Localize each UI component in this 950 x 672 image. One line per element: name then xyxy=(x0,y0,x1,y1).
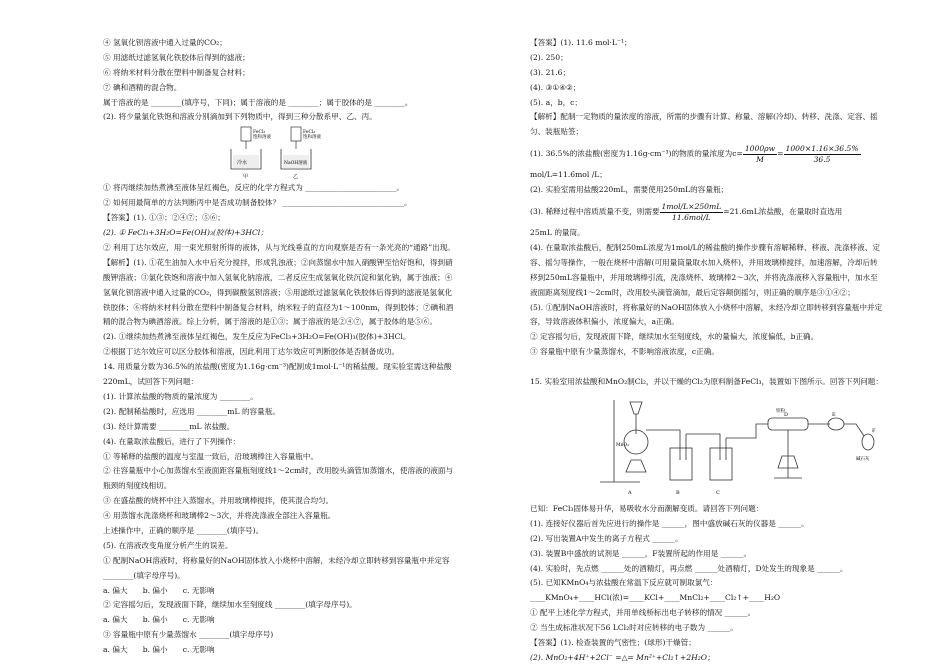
text-line: (2). 250； xyxy=(530,52,568,62)
text-line: (4). 实验时，先点燃 ______处的酒精灯，再点燃 ______处酒精灯，D处发生的现象是 ______。 xyxy=(530,563,848,573)
text-line: ① 配平上述化学方程式，并用单线桥标出电子转移的情况 ______。 xyxy=(530,608,756,618)
fraction-denominator: M xyxy=(756,154,764,164)
label-c: C xyxy=(716,489,720,496)
answer-line: 【答案】(1). 11.6 mol·L⁻¹； xyxy=(530,38,632,47)
beaker-jia-sub: 饱和溶液 xyxy=(253,135,271,141)
beaker-yi-body: NaOH溶液 xyxy=(284,161,308,167)
text-line: (2). 写出装置A中发生的离子方程式 ______。 xyxy=(530,533,683,543)
text-line: ② 定容摇匀后，发现液面下降，继续加水至刻度线 ________(填字母序号)。 xyxy=(103,600,357,610)
beaker-yi xyxy=(281,127,321,180)
text-line: 属于溶液的是 ________(填序号，下同)；属于溶液的是 ________；属于胶体的是 ________。 xyxy=(103,97,413,107)
text-line: ③ 容量瓶中原有少量蒸馏水，不影响溶液浓度，c正确。 xyxy=(530,347,719,357)
fraction-denominator: 11.6mol/L xyxy=(672,212,711,222)
text-line: (2). 配制稀盐酸时，应选用 ________mL 的容量瓶。 xyxy=(103,406,280,416)
text-line: (5). a，b，c； xyxy=(530,97,583,107)
beaker-jia xyxy=(231,127,271,180)
options-line: a. 偏大 b. 偏小 c. 无影响 xyxy=(103,615,215,625)
label-lime: 碱石灰 xyxy=(856,456,870,462)
equation-line: (2). ① FeCl₃+3H₂O=Fe(OH)₃(胶体)+3HCl； xyxy=(103,228,268,238)
label-f: F xyxy=(872,427,876,434)
apparatus-figure xyxy=(530,390,885,502)
text-line: ⑦ 碘和酒精的混合物。 xyxy=(103,82,182,92)
text-line: (4). 在量取浓盐酸后，进行了下列操作： xyxy=(103,436,241,446)
beakers-figure xyxy=(103,125,455,181)
text-line: 已知：FeCl₃固体易升华，易吸收水分而潮解变质。请回答下列问题： xyxy=(530,503,764,513)
label-e: E xyxy=(832,411,836,418)
beaker-jia-top: FeCl₃ xyxy=(253,130,266,136)
beaker-jia-body: 冷水 xyxy=(237,160,248,167)
question-14: 14. 用质量分数为36.5%的浓盐酸(密度为1.16g·cm⁻³)配制成1mol·L⁻¹的稀盐酸。现实验室需这种盐酸220mL，试回答下列问题： xyxy=(103,362,452,387)
text-line: ② 定容摇匀后，发现液面下降，继续加水至刻度线，水的量偏大，浓度偏低，b正确。 xyxy=(530,332,819,342)
analysis-paragraph: (4). 在量取浓盐酸后，配制250mL浓度为1mol/L的稀盐酸的操作步骤有溶解稀释、移液、洗涤移液、定容、摇匀等操作，一般在烧杯中溶解(可用量筒量取水加入烧杯)，并用玻璃棒搅拌，加速溶解，冷却后转移到250mL容量瓶中，并用玻璃棒引流，洗涤烧杯、玻璃棒2～3次，并将洗涤液移入容量瓶中，加水至液面距离刻度线1～2cm时，改用胶头滴管滴加，最后定容颠倒摇匀，则正确的顺序是③①④②； xyxy=(530,242,880,297)
label-mno2: MnO₂ xyxy=(616,442,629,448)
text-line: ④ 氢氧化钡溶液中通入过量的CO₂； xyxy=(103,38,227,47)
text-line: mol/L=11.6mol /L； xyxy=(530,170,607,180)
text-line: ① 等稀释的盐酸的温度与室温一致后，沿玻璃棒注入容量瓶中。 xyxy=(103,451,319,461)
label-d: D xyxy=(784,411,789,418)
text-line: (3). 经计算需要 ________mL 浓盐酸。 xyxy=(103,421,235,431)
equation-line: (2). MnO₂+4H⁺+2Cl⁻ =△= Mn²⁺+Cl₂↑+2H₂O； xyxy=(530,652,715,662)
text-line: ⑤ 用滤纸过滤氢氧化铁胶体后得到的滤液； xyxy=(103,52,250,62)
fraction-numerator: 1mol/L×250mL xyxy=(661,201,722,211)
equation-line: (2). ①继续加热煮沸至液体呈红褐色，发生反应为FeCl₃+3H₂O=Fe(OH)₃(胶体)+3HCl。 xyxy=(103,332,411,342)
fraction-numerator: 1000×1.16×36.5% xyxy=(785,143,859,153)
left-column xyxy=(103,36,455,658)
answer-line: 【答案】(1). ①③；②④⑦；⑤⑥； xyxy=(103,213,225,223)
text-line: ② 当生成标准状况下56 LCl₂时对应转移的电子数为 ______。 xyxy=(530,623,738,633)
answer-line: 【答案】(1). 检查装置的气密性；(球形)干燥管； xyxy=(530,638,696,647)
text-line: ③ 容量瓶中原有少量蒸馏水 ________(填字母序号) xyxy=(103,630,274,640)
text-line: ② 如何用最简单的方法判断丙中是否成功制备胶体？ ________________________________。 xyxy=(103,198,412,208)
text-line: ②根据丁达尔效应可以区分胶体和溶液，因此利用丁达尔效应可判断胶体是否制备成功。 xyxy=(103,347,400,357)
label-a: A xyxy=(628,489,632,496)
label-b: B xyxy=(676,489,680,496)
text-line: (1). 计算浓盐酸的物质的量浓度为 ________。 xyxy=(103,391,258,401)
calc-line-3: (3). 稀释过程中溶质质量不变，则需要 $\frac{\text{1mol/L×250mL}}{\text{11.6mol/L}}$ =21.6mL浓盐酸，在量取时直选用 xyxy=(530,201,843,222)
text-line: 上述操作中，正确的顺序是 ________(填序号)。 xyxy=(103,526,264,535)
text-line: (5). ①配制NaOH溶液时，将称量好的NaOH固体放入小烧杯中溶解，未经冷却立即转移到容量瓶中并定容，导致溶液体积偏小，浓度偏大，a正确。 xyxy=(530,302,883,327)
text-line: ① 将丙继续加热煮沸至液体呈红褐色，反应的化学方程式为 ________________________。 xyxy=(103,183,404,193)
beaker-yi-top: FeCl₃ xyxy=(303,130,316,136)
fraction-denominator: 36.5 xyxy=(813,154,831,164)
options-line: a. 偏大 b. 偏小 c. 无影响 xyxy=(103,645,215,655)
beaker-yi-sub: 饱和溶液 xyxy=(303,135,321,141)
text-line: (4). ③①④②； xyxy=(530,82,581,92)
text-line: ⑥ 将纳米材料分散在塑料中制备复合材料； xyxy=(103,67,250,77)
text-line: 25mL 的量筒。 xyxy=(530,228,585,238)
apparatus-diagram xyxy=(530,390,885,502)
options-line: a. 偏大 b. 偏小 c. 无影响 xyxy=(103,585,215,595)
label-iron: 铁粉 xyxy=(776,408,785,414)
text-line: ④ 用蒸馏水洗涤烧杯和玻璃棒2～3次，并将洗涤液全部注入容量瓶。 xyxy=(103,511,336,521)
question-15: 15. 实验室用浓盐酸和MnO₂制Cl₂，并以干燥的Cl₂为原料制备FeCl₃，装置如下图所示。回答下列问题： xyxy=(530,377,883,387)
text-line: (2). 实验室需用盐酸220mL，需要使用250mL的容量瓶； xyxy=(530,185,729,195)
calc-line-1: (1). 36.5%的浓盐酸(密度为1.16g·cm⁻³)的物质的量浓度为c= $\frac{1000\rho w}{M}$ = $\frac{1000\times 1.16\times 36.5\%}{36.5}$ xyxy=(530,143,859,164)
analysis-paragraph: 【解析】(1). ①花生油加入水中后充分搅拌，形成乳浊液；②向蒸馏水中加入硝酸钾至恰好饱和，得到硝酸钾溶液；③氯化铁饱和溶液中加入氢氧化钠溶液，二者反应生成氢氧化铁沉淀和氯化钠，属于浊液；④氢氧化钡溶液中通入过量的CO₂，得到碳酸氢钡溶液；⑤用滤纸过滤氢氧化铁胶体后得到的滤液是氢氧化铁胶体；⑥将纳米材料分散在塑料中制备复合材料，纳米粒子的直径为1～100nm，得到胶体；⑦碘和酒精的混合物为碘酒溶液。综上分析，属于溶液的是①③；属于溶液的是②④⑦，属于胶体的是⑤⑥。 xyxy=(103,257,454,327)
text-line: ② 利用丁达尔效应，用一束光照射所得的液体，从与光线垂直的方向观察是否有一条光亮的“通路”出现。 xyxy=(103,242,455,252)
beakers-diagram xyxy=(103,125,455,181)
beaker-yi-label: 乙 xyxy=(293,174,299,181)
text-line: (1). 连接好仪器后首先应进行的操作是 ______，图中盛放碱石灰的仪器是 ______。 xyxy=(530,518,809,528)
analysis-paragraph: 【解析】配制一定物质的量浓度的溶液，所需的步骤有计算、称量、溶解(冷却)、转移、洗涤、定容、摇匀、装瓶贴签； xyxy=(530,112,878,137)
text-line: ① 配制NaOH溶液时，将称量好的NaOH固体放入小烧杯中溶解，未经冷却立即转移到容量瓶中并定容 ________(填字母序号)。 xyxy=(103,555,450,580)
fraction-numerator: 1000ρw xyxy=(744,143,776,153)
text-line: ③ 在盛盐酸的烧杯中注入蒸馏水，并用玻璃棒搅拌，使其混合均匀。 xyxy=(103,496,334,506)
text-line: ② 往容量瓶中小心加蒸馏水至液面距容量瓶刻度线1～2cm时，改用胶头滴管加蒸馏水，使溶液的液面与瓶颈的刻度线相切。 xyxy=(103,466,454,491)
text-line: (2). 将少量氯化铁饱和溶液分别滴加到下列物质中，得到三种分散系甲、乙、丙。 xyxy=(103,112,377,122)
text-line: (5). 已知KMnO₄与浓盐酸在常温下反应就可制取氯气：____KMnO₄+____HCl(浓)=____KCl+____MnCl₂+____Cl₂↑+____H₂O xyxy=(530,578,781,603)
text-line: (3). 21.6； xyxy=(530,67,571,77)
right-column xyxy=(530,36,885,666)
spacer xyxy=(530,360,885,375)
text-line: (3). 装置B中盛放的试剂是 ______，F装置所起的作用是 ______。 xyxy=(530,548,752,558)
beaker-jia-label: 甲 xyxy=(243,174,249,181)
text-line: (5). 在溶液改变角度分析产生的误差。 xyxy=(103,540,233,550)
